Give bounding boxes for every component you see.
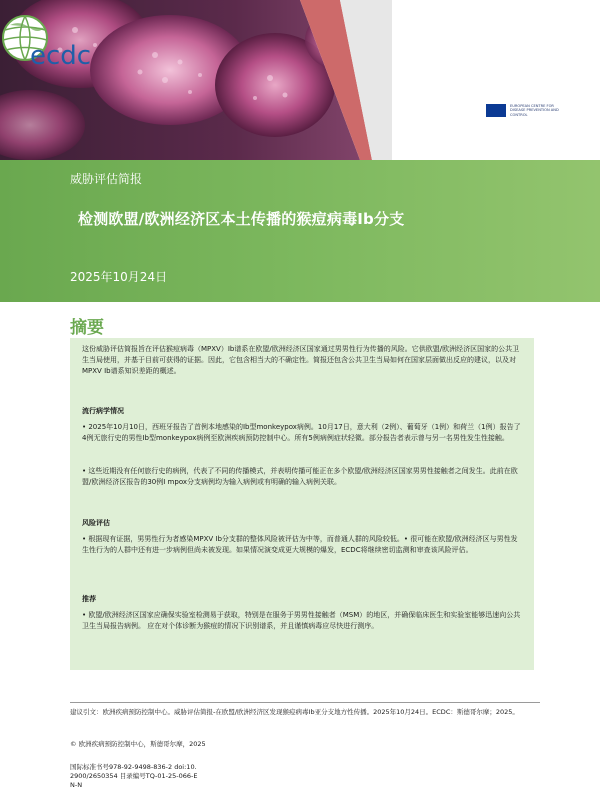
abstract-intro: 这份威胁评估简报旨在评估猴痘病毒（MPXV）Ib谱系在欧盟/欧洲经济区国家通过男男性行为传播的风险。它供欧盟/欧洲经济区国家的公共卫生当局使用，并基于目前可获得的证据。因此，它包含相当大的不确定性。简报还包含公共卫生当局如何在国家层面做出反应的建议，以及对MPXV Ib谱系知识差距的概述。	[82, 345, 520, 375]
page-title: 检测欧盟/欧洲经济区本土传播的猴痘病毒Ib分支	[78, 210, 405, 228]
cover-hero	[0, 0, 600, 160]
ecdc-logo	[0, 0, 110, 95]
isbn-line-2: 2900/2650354 目录编号TQ-01-25-066-E	[70, 772, 198, 780]
recommendation-bullet-1: • 欧盟/欧洲经济区国家应确保实验室检测易于获取，特别是在服务于男男性接触者（MSM）的地区，并确保临床医生和实验室能够迅速向公共卫生当局报告病例。 应在对个体诊断为猴痘的情况下识别谱系，并且谨慎病毒应尽快进行测序。	[82, 611, 521, 630]
logo-subtitle: EUROPEAN CENTRE FOR DISEASE PREVENTION AND CONTROL	[510, 104, 559, 117]
copyright-text: © 欧洲疾病预防控制中心，斯德哥尔摩，2025	[70, 740, 206, 748]
footer-divider	[70, 702, 540, 703]
isbn-line-1: 国际标准书号978-92-9498-836-2 doi:10.	[70, 763, 197, 771]
title-band	[0, 160, 600, 302]
risk-heading: 风险评估	[82, 519, 110, 527]
eu-flag-icon	[486, 104, 506, 117]
abstract-box	[70, 338, 534, 670]
abstract-heading: 摘要	[70, 318, 104, 338]
epi-heading: 流行病学情况	[82, 407, 124, 415]
doc-type-label: 威胁评估简报	[70, 172, 143, 186]
risk-bullet-1: • 根据现有证据，男男性行为者感染MPXV Ib分支群的整体风险被评估为中等，而普通人群的风险较低。• 很可能在欧盟/欧洲经济区与男性发生性行为的人群中还有进一步病例但尚未被发现。如果情况演变成更大规模的爆发，ECDC将继续密切监测和审查该风险评估。	[82, 535, 518, 554]
recommendation-heading: 推荐	[82, 595, 96, 603]
epi-bullet-2: • 这些近期没有任何旅行史的病例，代表了不同的传播模式，并表明传播可能正在多个欧盟/欧洲经济区国家男男性接触者之间发生。此前在欧盟/欧洲经济区报告的30例I mpox分支病例均为输入病例或有明确的输入病例关联。	[82, 467, 518, 486]
citation-text: 建议引文：欧洲疾病预防控制中心。威胁评估简报-在欧盟/欧洲经济区发现猴痘病毒Ib亚分支地方性传播。2025年10月24日。ECDC：斯德哥尔摩；2025。	[70, 708, 519, 716]
svg-text:ecdc: ecdc	[30, 41, 92, 71]
isbn-line-3: N-N	[70, 781, 83, 789]
publication-date: 2025年10月24日	[70, 270, 168, 284]
epi-bullet-1: • 2025年10月10日，西班牙报告了首例本地感染的Ib型monkeypox病例。10月17日，意大利（2例）、葡萄牙（1例）和荷兰（1例）报告了4例无旅行史的男性Ib型monkeypox病例至欧洲疾病预防控制中心。所有5例病例症状轻微。部分报告者表示曾与另一名男性发生性接触。	[82, 423, 521, 442]
